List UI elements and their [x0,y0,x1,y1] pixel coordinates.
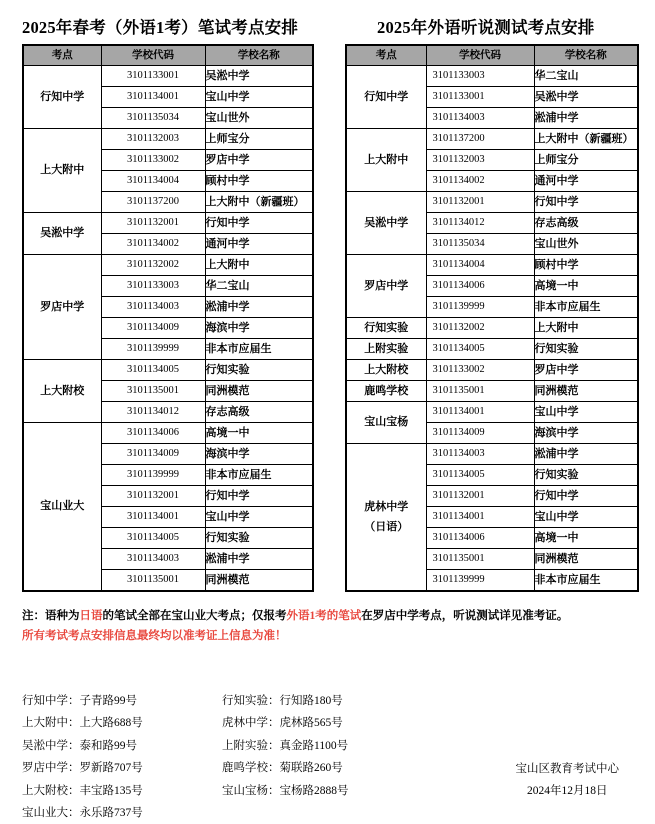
address-school-name: 上大附中 [22,717,68,730]
cell-exam-site: 行知中学 [346,65,426,128]
cell-school-name: 行知实验 [534,338,638,359]
cell-school-name: 淞浦中学 [205,296,313,317]
address-street: 子青路99号 [79,694,137,707]
cell-school-code: 3101137200 [426,128,534,149]
listening-speaking-table [345,44,639,592]
address-school-name: 罗店中学 [22,762,68,775]
address-street: 丰宝路135号 [79,784,143,797]
cell-school-name: 非本市应届生 [534,296,638,317]
address-street: 罗新路707号 [79,762,143,775]
cell-school-name: 宝山中学 [205,506,313,527]
address-separator: ： [268,739,280,752]
cell-school-code: 3101135001 [101,569,205,591]
cell-school-name: 海滨中学 [205,317,313,338]
right-table-section [327,18,654,592]
left-table-body [23,65,313,591]
cell-exam-site: 上附实验 [346,338,426,359]
cell-exam-site: 上大附校 [23,359,101,422]
cell-school-code: 3101134006 [101,422,205,443]
cell-school-name: 行知中学 [205,212,313,233]
table-header-row [346,45,638,66]
column-header-code: 学校代码 [426,45,534,66]
note-text: 注：语种为 [22,609,80,622]
table-row [346,254,638,275]
cell-school-code: 3101132002 [101,254,205,275]
address-street: 真金路1100号 [279,739,349,752]
note-text: 在罗店中学考点，听说测试详见准考证。 [361,609,569,622]
table-row [346,338,638,359]
cell-school-name: 罗店中学 [534,359,638,380]
cell-exam-site: 宝山宝杨 [346,401,426,443]
cell-school-code: 3101133001 [426,86,534,107]
address-school-name: 宝山业大 [22,806,68,819]
table-row [346,317,638,338]
cell-school-name: 高境一中 [534,527,638,548]
cell-school-code: 3101134001 [426,506,534,527]
cell-school-code: 3101139999 [426,296,534,317]
cell-school-code: 3101134004 [101,170,205,191]
address-school-name: 上大附校 [22,784,68,797]
column-header-code: 学校代码 [101,45,205,66]
cell-school-code: 3101133001 [101,65,205,86]
cell-exam-site: 上大附中 [23,128,101,212]
cell-exam-site: 行知实验 [346,317,426,338]
table-row [23,65,313,86]
address-separator: ： [68,739,80,752]
table-row [346,443,638,464]
cell-school-code: 3101133003 [101,275,205,296]
cell-school-code: 3101134001 [101,86,205,107]
table-row [346,65,638,86]
cell-school-name: 非本市应届生 [534,569,638,591]
cell-school-name: 非本市应届生 [205,338,313,359]
address-separator: ： [268,717,280,730]
cell-exam-site: 上大附校 [346,359,426,380]
cell-school-name: 上师宝分 [534,149,638,170]
address-separator: ： [268,762,280,775]
cell-school-code: 3101132003 [101,128,205,149]
cell-school-code: 3101134009 [101,443,205,464]
address-separator: ： [268,694,280,707]
address-school-name: 吴淞中学 [22,739,68,752]
written-exam-table [22,44,314,592]
cell-exam-site: 虎林中学 （日语） [346,443,426,591]
cell-school-name: 顾村中学 [205,170,313,191]
cell-exam-site: 上大附中 [346,128,426,191]
cell-school-name: 吴淞中学 [205,65,313,86]
issuing-organization: 宝山区教育考试中心 [515,763,619,776]
table-row [346,401,638,422]
cell-school-code: 3101134003 [426,107,534,128]
cell-school-code: 3101139999 [101,464,205,485]
right-table-body [346,65,638,591]
address-separator: ： [68,694,80,707]
cell-school-name: 同洲模范 [534,548,638,569]
address-school-name: 虎林中学 [222,717,268,730]
address-separator: ： [68,717,80,730]
cell-school-name: 上师宝分 [205,128,313,149]
address-school-name: 行知中学 [22,694,68,707]
cell-school-name: 淞浦中学 [534,107,638,128]
address-street: 菊联路260号 [279,762,343,775]
address-school-name: 宝山宝杨 [222,784,268,797]
cell-school-code: 3101134005 [101,359,205,380]
cell-exam-site: 罗店中学 [346,254,426,317]
cell-exam-site: 吴淞中学 [346,191,426,254]
address-street: 上大路688号 [79,717,143,730]
notes-block [22,606,655,646]
note-emphasis: 日语 [79,609,103,622]
address-separator: ： [68,784,80,797]
table-row [346,380,638,401]
cell-school-name: 行知实验 [205,359,313,380]
cell-school-code: 3101135001 [426,380,534,401]
address-line [22,735,222,757]
cell-school-code: 3101134003 [426,443,534,464]
cell-school-code: 3101132002 [426,317,534,338]
address-line [22,802,222,824]
table-row [346,128,638,149]
address-street: 虎林路565号 [279,717,343,730]
cell-school-code: 3101132001 [426,485,534,506]
cell-exam-site: 吴淞中学 [23,212,101,254]
cell-school-name: 高境一中 [534,275,638,296]
cell-school-code: 3101134006 [426,527,534,548]
table-row [23,212,313,233]
left-table-head [23,45,313,66]
address-street: 永乐路737号 [79,806,143,819]
table-header-row [23,45,313,66]
cell-school-name: 罗店中学 [205,149,313,170]
cell-school-code: 3101133002 [101,149,205,170]
note-text: 的笔试全部在宝山业大考点；仅报考 [102,609,287,622]
column-header-site: 考点 [346,45,426,66]
address-separator: ： [268,784,280,797]
cell-school-name: 海滨中学 [205,443,313,464]
cell-school-code: 3101137200 [101,191,205,212]
cell-school-name: 上大附中 [534,317,638,338]
cell-school-code: 3101132003 [426,149,534,170]
right-table-title: 2025年外语听说测试考点安排 [377,18,595,37]
cell-exam-site: 鹿鸣学校 [346,380,426,401]
cell-school-name: 上大附中 [205,254,313,275]
cell-school-code: 3101132001 [101,212,205,233]
table-row [23,128,313,149]
table-row [346,191,638,212]
cell-school-code: 3101134005 [426,338,534,359]
cell-school-code: 3101132001 [101,485,205,506]
table-row [23,422,313,443]
cell-school-name: 宝山中学 [205,86,313,107]
cell-school-name: 行知中学 [534,191,638,212]
column-header-name: 学校名称 [534,45,638,66]
cell-exam-site: 宝山业大 [23,422,101,591]
address-street: 行知路180号 [279,694,343,707]
address-list [0,690,655,824]
cell-school-code: 3101133003 [426,65,534,86]
cell-school-name: 行知中学 [534,485,638,506]
cell-school-name: 上大附中（新疆班） [205,191,313,212]
cell-school-name: 吴淞中学 [534,86,638,107]
address-line [22,757,222,779]
address-line [222,780,462,802]
address-street: 泰和路99号 [79,739,137,752]
cell-school-code: 3101135034 [101,107,205,128]
cell-school-code: 3101134003 [101,548,205,569]
table-row [23,254,313,275]
table-row [346,359,638,380]
cell-school-code: 3101134002 [426,170,534,191]
document-footer [516,759,620,803]
cell-school-name: 存志高级 [205,401,313,422]
column-header-site: 考点 [23,45,101,66]
address-line [222,690,462,712]
cell-school-name: 宝山世外 [534,233,638,254]
address-street: 宝杨路2888号 [279,784,349,797]
cell-school-name: 淞浦中学 [534,443,638,464]
address-line [222,735,462,757]
cell-school-name: 同洲模范 [534,380,638,401]
right-table-head [346,45,638,66]
cell-school-name: 同洲模范 [205,569,313,591]
left-table-section [0,18,327,592]
cell-school-code: 3101134005 [426,464,534,485]
cell-school-name: 海滨中学 [534,422,638,443]
table-row [23,359,313,380]
cell-school-code: 3101134005 [101,527,205,548]
address-column-right [222,690,462,824]
cell-school-code: 3101135034 [426,233,534,254]
cell-school-code: 3101134002 [101,233,205,254]
cell-school-name: 行知实验 [534,464,638,485]
cell-school-code: 3101139999 [426,569,534,591]
note-line-warning: 所有考试考点安排信息最终均以准考证上信息为准！ [22,629,287,642]
address-line [22,690,222,712]
cell-school-name: 华二宝山 [534,65,638,86]
cell-school-name: 高境一中 [205,422,313,443]
issue-date: 2024年12月18日 [527,785,608,798]
cell-school-name: 行知实验 [205,527,313,548]
cell-exam-site: 罗店中学 [23,254,101,359]
left-table-title: 2025年春考（外语1考）笔试考点安排 [22,18,299,37]
address-line [222,712,462,734]
column-header-name: 学校名称 [205,45,313,66]
cell-school-code: 3101134012 [426,212,534,233]
address-separator: ： [68,762,80,775]
address-line [222,757,462,779]
note-line-primary [22,606,655,626]
cell-school-code: 3101134012 [101,401,205,422]
cell-school-name: 顾村中学 [534,254,638,275]
cell-school-name: 宝山中学 [534,506,638,527]
note-emphasis: 外语1考的笔试 [286,609,362,622]
address-separator: ： [68,806,80,819]
cell-school-name: 淞浦中学 [205,548,313,569]
address-school-name: 上附实验 [222,739,268,752]
address-school-name: 鹿鸣学校 [222,762,268,775]
cell-school-code: 3101134001 [426,401,534,422]
cell-school-code: 3101132001 [426,191,534,212]
cell-school-name: 上大附中（新疆班） [534,128,638,149]
cell-school-name: 通河中学 [205,233,313,254]
cell-school-code: 3101135001 [101,380,205,401]
cell-school-code: 3101139999 [101,338,205,359]
cell-school-name: 行知中学 [205,485,313,506]
address-column-left [0,690,222,824]
cell-school-code: 3101134009 [101,317,205,338]
address-line [22,780,222,802]
cell-school-name: 宝山中学 [534,401,638,422]
cell-school-code: 3101134001 [101,506,205,527]
cell-school-name: 同洲模范 [205,380,313,401]
cell-school-name: 非本市应届生 [205,464,313,485]
cell-school-name: 存志高级 [534,212,638,233]
cell-school-name: 宝山世外 [205,107,313,128]
cell-school-code: 3101134006 [426,275,534,296]
cell-school-code: 3101134003 [101,296,205,317]
cell-school-name: 通河中学 [534,170,638,191]
cell-school-code: 3101134004 [426,254,534,275]
cell-school-name: 华二宝山 [205,275,313,296]
cell-school-code: 3101135001 [426,548,534,569]
cell-school-code: 3101133002 [426,359,534,380]
cell-school-code: 3101134009 [426,422,534,443]
address-line [22,712,222,734]
cell-exam-site: 行知中学 [23,65,101,128]
address-school-name: 行知实验 [222,694,268,707]
